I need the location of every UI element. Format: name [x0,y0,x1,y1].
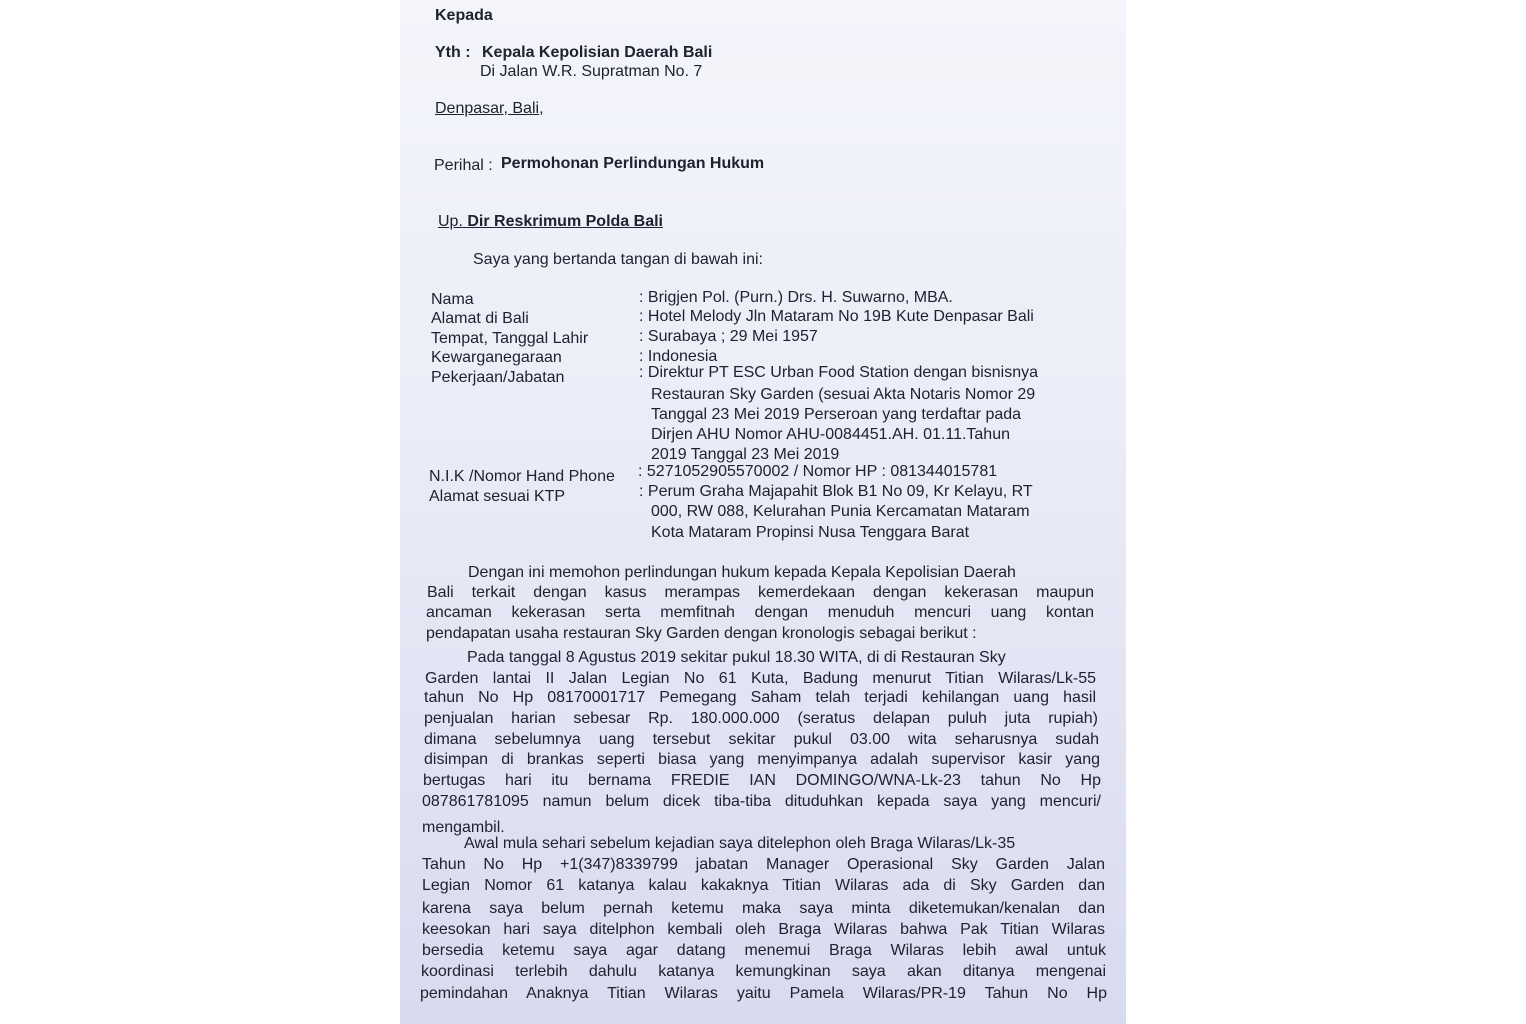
paragraph-line: Awal mula sehari sebelum kejadian saya ditelephon oleh Braga Wilaras/Lk-35 [464,835,1016,852]
yth-label: Yth : [435,44,471,61]
paragraph-line: pemindahan Anaknya Titian Wilaras yaitu Pamela Wilaras/PR-19 Tahun No Hp [420,985,1107,1002]
field-value-pekerjaan: : Direktur PT ESC Urban Food Station dengan bisnisnya [639,364,1039,381]
kepada-label: Kepada [435,7,493,24]
paragraph-line: 087861781095 namun belum dicek tiba-tiba dituduhkan kepada saya yang mencuri/ [422,793,1101,810]
field-value-nik: : 5271052905570002 / Nomor HP : 081344015781 [638,463,998,480]
paragraph-line: Dengan ini memohon perlindungan hukum kepada Kepala Kepolisian Daerah [468,564,1016,581]
paragraph-line: Pada tanggal 8 Agustus 2019 sekitar pukul 18.30 WITA, di di Restauran Sky [467,649,1006,666]
perihal-value: Permohonan Perlindungan Hukum [501,155,765,172]
field-value-pekerjaan-cont: Tanggal 23 Mei 2019 Perseroan yang terdaftar pada [651,406,1022,423]
paragraph-line: karena saya belum pernah ketemu maka saya minta diketemukan/kenalan dan [422,900,1105,917]
up-label: Up. [438,213,463,230]
field-value-alamat-ktp-cont: 000, RW 088, Kelurahan Punia Kercamatan Mataram [651,503,1030,520]
field-value-pekerjaan-cont: Dirjen AHU Nomor AHU-0084451.AH. 01.11.Tahun [651,426,1010,443]
paragraph-line: pendapatan usaha restauran Sky Garden dengan kronologis sebagai berikut : [426,625,977,642]
recipient-name: Kepala Kepolisian Daerah Bali [482,44,713,61]
field-value-kewarganegaraan: : Indonesia [639,348,718,365]
intro-text: Saya yang bertanda tangan di bawah ini: [473,251,763,268]
paragraph-line: dimana sebelumnya uang tersebut sekitar pukul 03.00 wita seharusnya sudah [424,731,1099,748]
field-label-ttl: Tempat, Tanggal Lahir [431,330,589,347]
paragraph-line: Tahun No Hp +1(347)8339799 jabatan Manager Operasional Sky Garden Jalan [422,856,1105,873]
paragraph-line: mengambil. [422,819,505,836]
field-value-pekerjaan-cont: 2019 Tanggal 23 Mei 2019 [651,446,840,463]
field-value-ttl: : Surabaya ; 29 Mei 1957 [639,328,818,345]
paragraph-line: Garden lantai II Jalan Legian No 61 Kuta, Badung menurut Titian Wilaras/Lk-55 [425,670,1096,687]
paragraph-line: keesokan hari saya ditelphon kembali oleh Braga Wilaras bahwa Pak Titian Wilaras [422,921,1105,938]
up-value: Dir Reskrimum Polda Bali [467,213,663,230]
paragraph-line: penjualan harian sebesar Rp. 180.000.000 (seratus delapan puluh juta rupiah) [424,710,1098,727]
field-label-alamat-ktp: Alamat sesuai KTP [429,488,566,505]
field-label-alamat-bali: Alamat di Bali [431,310,529,327]
field-value-nama: : Brigjen Pol. (Purn.) Drs. H. Suwarno, MBA. [639,289,953,306]
paragraph-line: bertugas hari itu bernama FREDIE IAN DOMINGO/WNA-Lk-23 tahun No Hp [423,772,1101,789]
field-value-alamat-bali: : Hotel Melody Jln Mataram No 19B Kute Denpasar Bali [639,308,1034,325]
field-label-kewarganegaraan: Kewarganegaraan [431,349,562,366]
paragraph-line: Bali terkait dengan kasus merampas kemerdekaan dengan kekerasan maupun [427,584,1094,601]
recipient-address: Di Jalan W.R. Supratman No. 7 [480,63,703,80]
field-value-alamat-ktp: : Perum Graha Majapahit Blok B1 No 09, Kr Kelayu, RT [639,483,1033,500]
paragraph-line: bersedia ketemu saya agar datang menemui Braga Wilaras lebih awal untuk [422,942,1106,959]
paragraph-line: disimpan di brankas seperti biasa yang menyimpanya adalah supervisor kasir yang [424,751,1100,768]
up-line [438,212,663,232]
document-photo [400,0,1126,1024]
field-label-nik: N.I.K /Nomor Hand Phone [429,468,615,485]
paragraph-line: Legian Nomor 61 katanya kalau kakaknya Titian Wilaras ada di Sky Garden dan [422,877,1105,894]
field-label-pekerjaan: Pekerjaan/Jabatan [431,369,565,386]
field-label-nama: Nama [431,291,474,308]
field-value-pekerjaan-cont: Restauran Sky Garden (sesuai Akta Notaris Nomor 29 [651,386,1036,403]
recipient-city: Denpasar, Bali, [435,100,544,117]
perihal-label: Perihal : [434,157,493,174]
paragraph-line: tahun No Hp 08170001717 Pemegang Saham telah terjadi kehilangan uang hasil [424,689,1096,706]
paragraph-line: ancaman kekerasan serta memfitnah dengan menuduh mencuri uang kontan [426,604,1094,621]
paragraph-line: koordinasi terlebih dahulu katanya kemungkinan saya akan ditanya mengenai [421,963,1106,980]
field-value-alamat-ktp-cont: Kota Mataram Propinsi Nusa Tenggara Barat [651,524,970,541]
